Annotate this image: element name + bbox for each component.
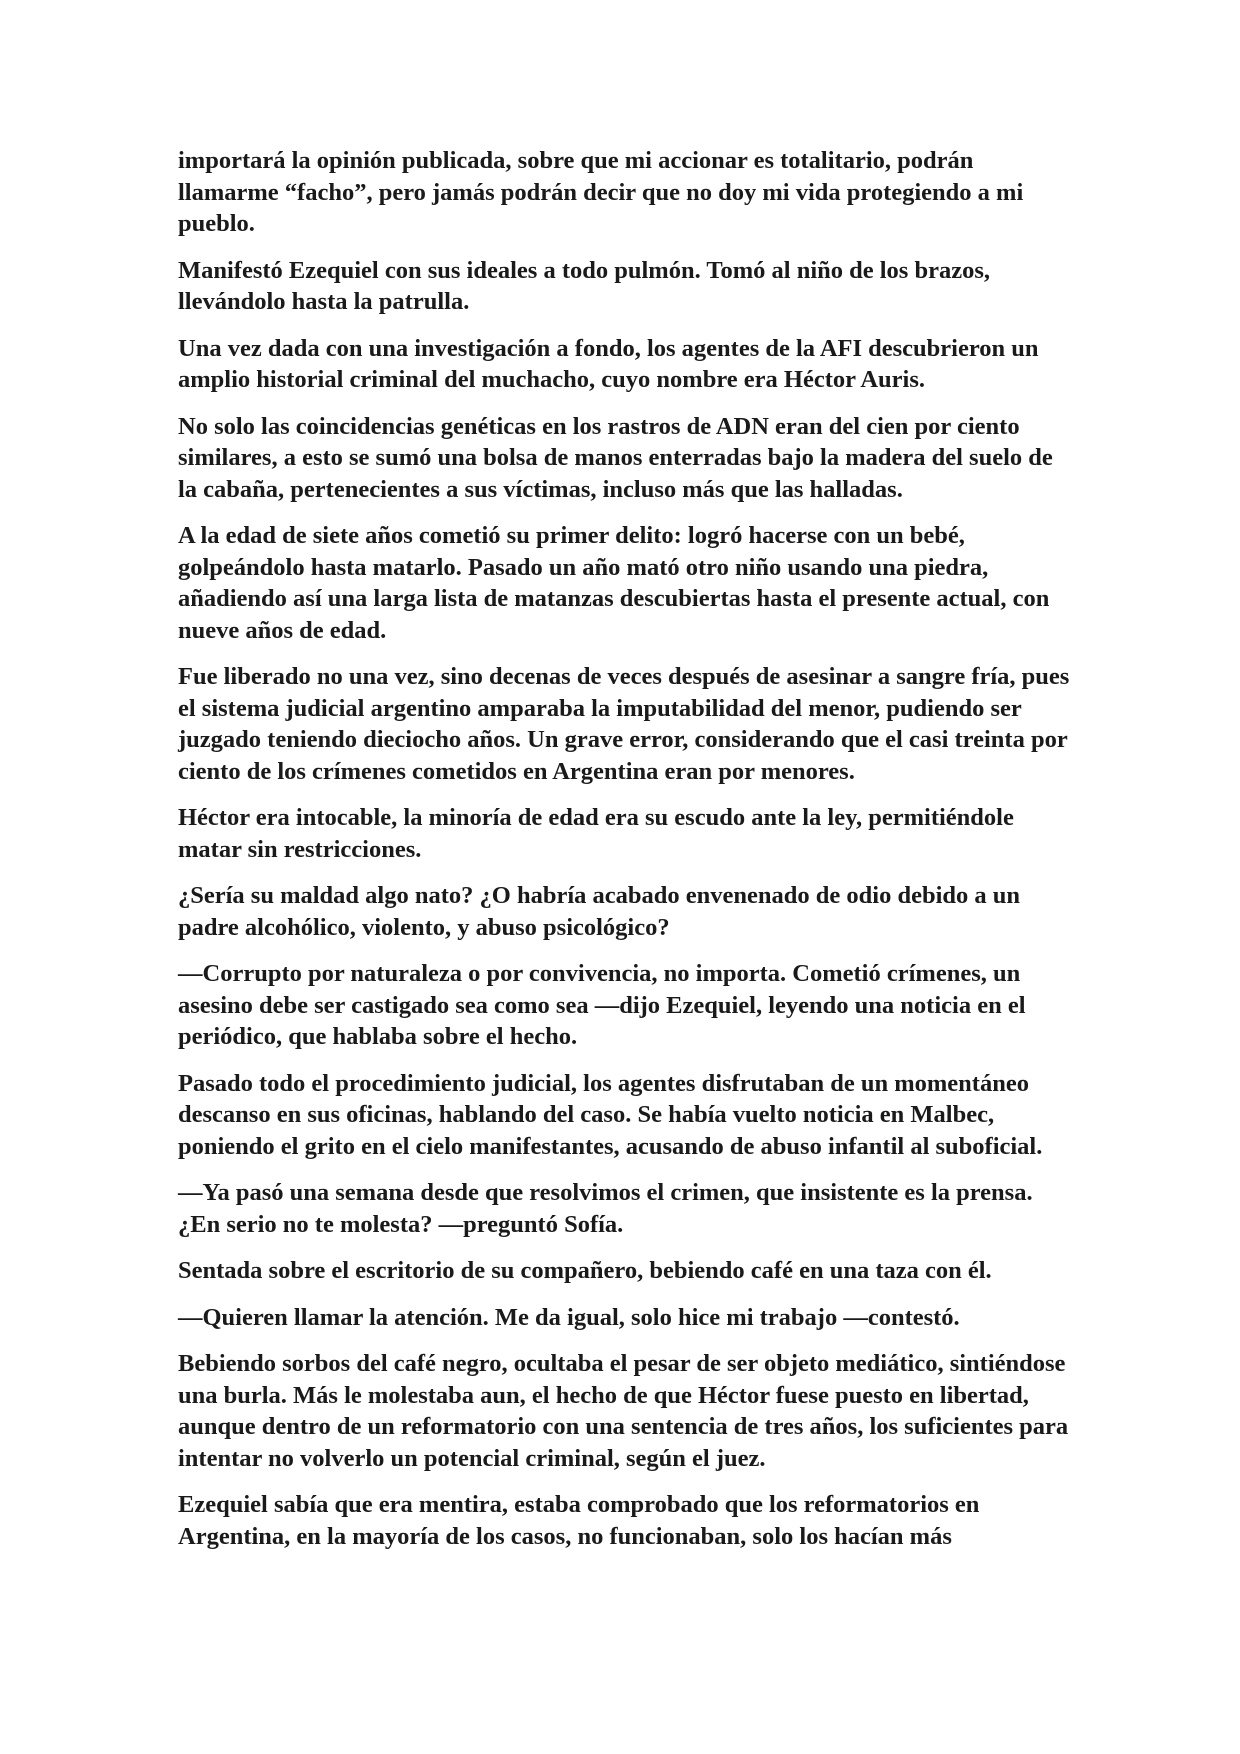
paragraph-15: Ezequiel sabía que era mentira, estaba comprobado que los reformatorios en Argentina, en la mayoría de los casos, no funcionaban, solo los hacían más <box>178 1491 980 1550</box>
paragraph-13: —Quieren llamar la atención. Me da igual, solo hice mi trabajo —contestó. <box>178 1303 960 1331</box>
paragraph-14: Bebiendo sorbos del café negro, ocultaba el pesar de ser objeto mediático, sintiéndose una burla. Más le molestaba aun, el hecho de que Héctor fuese puesto en libertad, aunque dentro de un reformatorio con una sentencia de tres años, los suficientes para intentar no volverlo un potencial criminal, según el juez. <box>178 1350 1069 1472</box>
paragraph-5: A la edad de siete años cometió su primer delito: logró hacerse con un bebé, golpeándolo hasta matarlo. Pasado un año mató otro niño usando una piedra, añadiendo así una larga lista de matanzas descubiertas hasta el presente actual, con nueve años de edad. <box>178 522 1050 644</box>
paragraph-3: Una vez dada con una investigación a fondo, los agentes de la AFI descubrieron un amplio historial criminal del muchacho, cuyo nombre era Héctor Auris. <box>178 334 1039 393</box>
paragraph-11: —Ya pasó una semana desde que resolvimos el crimen, que insistente es la prensa. ¿En serio no te molesta? —preguntó Sofía. <box>178 1179 1033 1238</box>
paragraph-9: —Corrupto por naturaleza o por convivencia, no importa. Cometió crímenes, un asesino debe ser castigado sea como sea —dijo Ezequiel, leyendo una noticia en el periódico, que hablaba sobre el hecho. <box>178 960 1026 1050</box>
paragraph-8: ¿Sería su maldad algo nato? ¿O habría acabado envenenado de odio debido a un padre alcohólico, violento, y abuso psicológico? <box>178 882 1021 941</box>
paragraph-12: Sentada sobre el escritorio de su compañero, bebiendo café en una taza con él. <box>178 1257 992 1284</box>
paragraph-7: Héctor era intocable, la minoría de edad era su escudo ante la ley, permitiéndole matar sin restricciones. <box>178 804 1014 863</box>
paragraph-1: importará la opinión publicada, sobre que mi accionar es totalitario, podrán llamarme “facho”, pero jamás podrán decir que no doy mi vida protegiendo a mi pueblo. <box>178 147 1024 237</box>
paragraph-10: Pasado todo el procedimiento judicial, los agentes disfrutaban de un momentáneo descanso en sus oficinas, hablando del caso. Se había vuelto noticia en Malbec, poniendo el grito en el cielo manifestantes, acusando de abuso infantil al suboficial. <box>178 1069 1043 1160</box>
paragraph-6: Fue liberado no una vez, sino decenas de veces después de asesinar a sangre fría, pues el sistema judicial argentino amparaba la imputabilidad del menor, pudiendo ser juzgado teniendo dieciocho años. Un grave error, considerando que el casi treinta por ciento de los crímenes cometidos en Argentina eran por menores. <box>178 663 1070 785</box>
paragraph-4: No solo las coincidencias genéticas en los rastros de ADN eran del cien por ciento similares, a esto se sumó una bolsa de manos enterradas bajo la madera del suelo de la cabaña, pertenecientes a sus víctimas, incluso más que las halladas. <box>178 412 1053 503</box>
body-text <box>178 145 1072 1567</box>
paragraph-2: Manifestó Ezequiel con sus ideales a todo pulmón. Tomó al niño de los brazos, llevándolo hasta la patrulla. <box>178 256 991 315</box>
